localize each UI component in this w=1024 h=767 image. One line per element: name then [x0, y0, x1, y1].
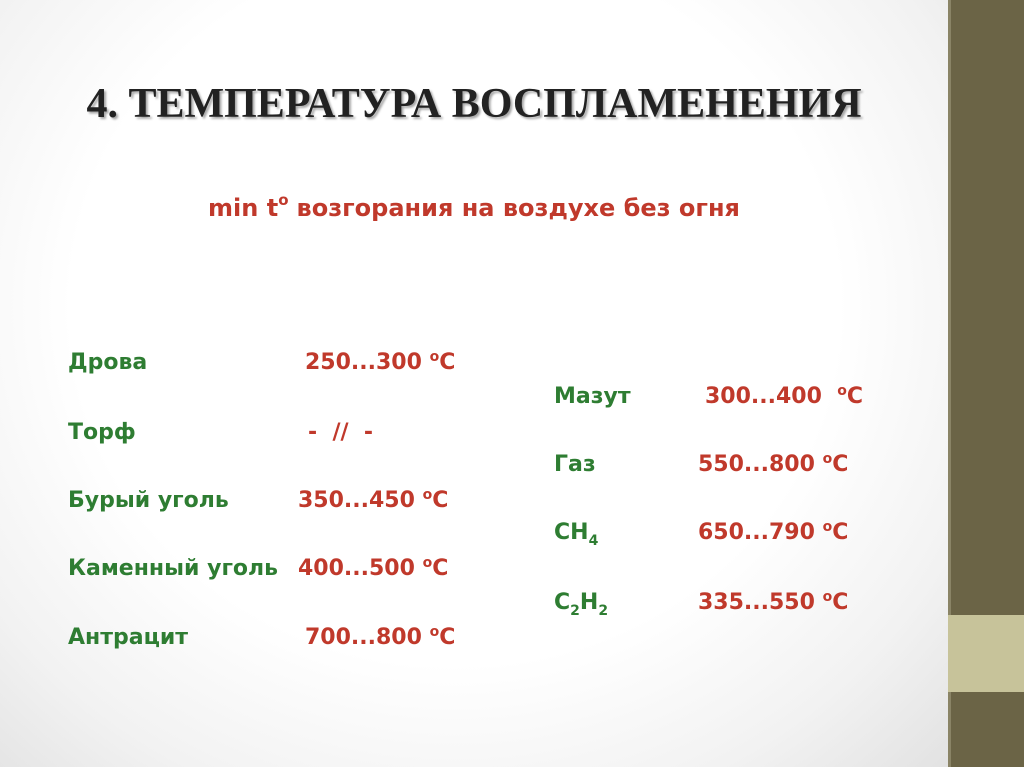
fuel-label-gas: Газ: [554, 452, 596, 477]
fuel-value-anthracite: 700...800 $^o$C: [305, 624, 456, 650]
fuel-label-peat: Торф: [68, 420, 136, 445]
subtitle-prefix: min t: [208, 194, 279, 222]
fuel-label-acetylene: $C_2H_2$: [554, 590, 609, 619]
fuel-value-hard-coal: 400...500 $^o$C: [298, 555, 449, 581]
fuel-value-methane: 650...790 $^o$C: [698, 519, 849, 545]
decorative-sidebar-block: [948, 615, 1024, 692]
slide-subtitle: [0, 193, 948, 222]
slide-title: 4. ТЕМПЕРАТУРА ВОСПЛАМЕНЕНИЯ: [86, 81, 862, 127]
fuel-label-fuel-oil: Мазут: [554, 384, 631, 409]
fuel-value-acetylene: 335...550 $^o$C: [698, 589, 849, 615]
fuel-label-brown-coal: Бурый уголь: [68, 488, 229, 513]
fuel-value-firewood: 250...300 $^o$C: [305, 349, 456, 375]
fuel-value-fuel-oil: 300...400 $^o$C: [705, 383, 864, 409]
fuel-label-firewood: Дрова: [68, 350, 148, 375]
fuel-value-brown-coal: 350...450 $^o$C: [298, 487, 449, 513]
fuel-label-hard-coal: Каменный уголь: [68, 556, 279, 581]
fuel-label-methane: $CH_4$: [554, 520, 599, 549]
subtitle-rest: возгорания на воздухе без огня: [296, 194, 740, 222]
fuel-label-anthracite: Антрацит: [68, 625, 189, 650]
fuel-value-gas: 550...800 $^o$C: [698, 451, 849, 477]
fuel-value-peat: - // -: [308, 420, 373, 445]
subtitle-degree: o: [278, 191, 289, 209]
